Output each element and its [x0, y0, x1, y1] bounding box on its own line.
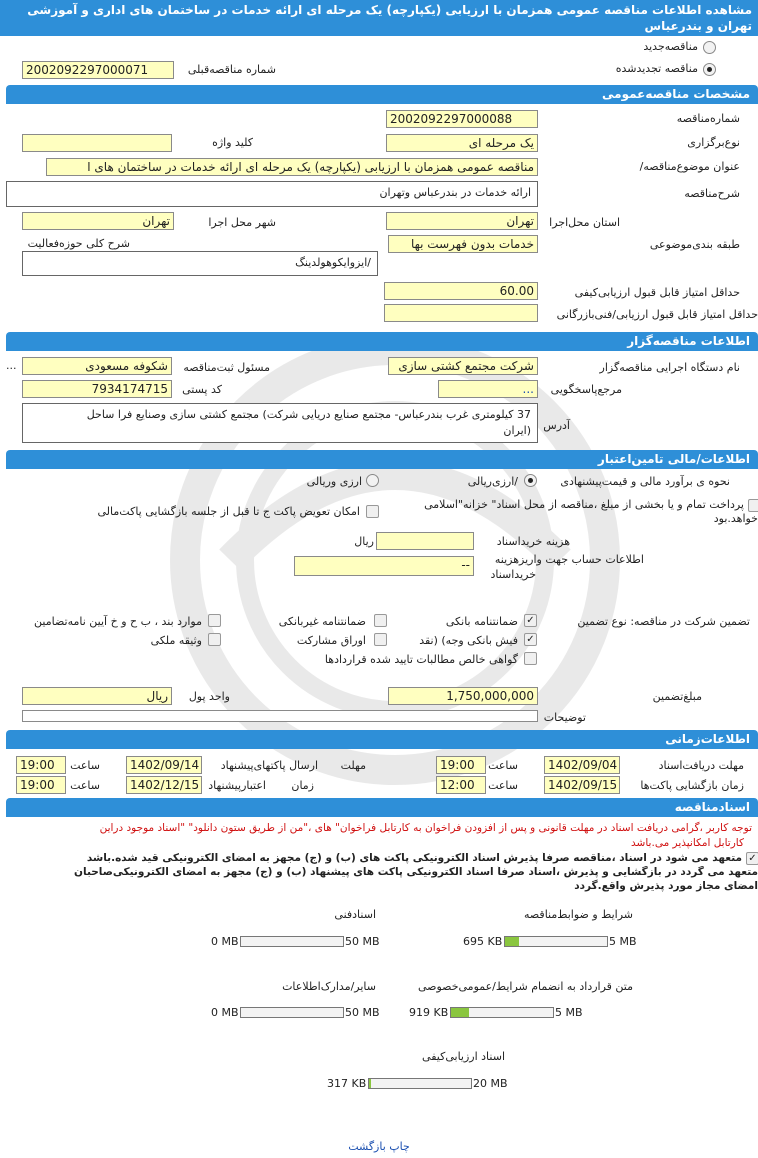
doc-file-max-size: 50 MB	[345, 935, 380, 948]
rial-radio[interactable]	[524, 474, 537, 487]
province-field: تهران	[386, 212, 538, 230]
page-title: مشاهده اطلاعات مناقصه عمومی همزمان با ارزیابی (یکپارچه) یک مرحله ای ارائه خدمات در ساختمان های اداری و آموزشی تهران و بندرعباس	[0, 0, 758, 36]
doc-file-size: 695 KB	[463, 935, 503, 948]
category-field: خدمات بدون فهرست بها	[388, 235, 538, 253]
send-date-field: 1402/09/14	[126, 756, 202, 774]
doc-file-max-size: 20 MB	[473, 1077, 508, 1090]
holding-type-label: نوع‌برگزاری	[687, 136, 740, 149]
swap-envelope-checkbox[interactable]	[366, 505, 379, 518]
account-label: اطلاعات حساب جهت واریزهزینه	[494, 553, 644, 566]
tender-number-field: 2002092297000088	[386, 110, 538, 128]
prev-number-label: شماره مناقصه‌قبلی	[187, 63, 276, 76]
timing-section-header: اطلاعات‌زمانی	[6, 730, 758, 749]
keyword-field	[22, 134, 172, 152]
send-deadline-label-2: ارسال پاکتهای‌پیشنهاد	[220, 759, 318, 772]
doc-file-progress-fill	[505, 937, 519, 946]
reference-field[interactable]	[438, 380, 538, 398]
min-tech-field	[384, 304, 538, 322]
subject-label: عنوان موضوع‌مناقصه/	[639, 160, 740, 173]
keyword-label: کلید واژه	[212, 136, 253, 149]
min-quality-label: حداقل امتیاز قابل قبول ارزیابی‌کیفی	[574, 286, 740, 299]
doc-file-size: 919 KB	[409, 1006, 449, 1019]
doc-file-progress-bar	[504, 936, 608, 947]
commit-line-1: متعهد می شود در اسناد ،مناقصه صرفاً پذیرش اسناد الکترونیکی پاکت های (ب) و (ج) مجهز به امضای الکترونیکی قید شده.باشد	[86, 852, 742, 864]
amount-label: مبلغ‌تضمین	[652, 690, 702, 703]
bonds-label: اوراق مشارکت	[296, 634, 366, 647]
validity-label-1: زمان	[291, 779, 314, 792]
treasury-checkbox[interactable]	[748, 499, 758, 512]
doc-file-name: اسناد ارزیابی‌کیفی	[422, 1050, 505, 1063]
treasury-label-2: خواهد.بود	[713, 512, 758, 525]
min-quality-value: 60.00	[499, 284, 534, 298]
open-label: زمان بازگشایی پاکت‌ها	[640, 779, 744, 792]
org-field: شرکت مجتمع کشتی سازی	[388, 357, 538, 375]
doc-file-name: متن قرارداد به انضمام شرایط/عمومی‌خصوصی	[417, 980, 633, 993]
bank-guarantee-label: ضمانتنامه بانکی	[445, 615, 518, 628]
person-field: شکوفه مسعودی	[22, 357, 172, 375]
doc-fee-field	[376, 532, 474, 550]
property-label: وثیقه ملکی	[150, 634, 202, 647]
receive-date-field: 1402/09/04	[544, 756, 620, 774]
other-guarantee-checkbox[interactable]	[208, 614, 221, 627]
validity-time-field: 19:00	[16, 776, 66, 794]
estimate-label: نحوه ی برآورد مالی و قیمت‌پیشنهادی	[560, 475, 730, 488]
city-field: تهران	[22, 212, 174, 230]
province-label: استان محل‌اجرا	[549, 216, 620, 229]
address-line-1: 37 کیلومتری غرب بندرعباس- مجتمع صنایع دریایی شرکت) مجتمع کشتی سازی وصنایع فرا ساحل	[86, 408, 531, 421]
doc-file-name: شرایط و ضوابط‌مناقصه	[524, 908, 633, 921]
doc-fee-unit: ریال	[354, 535, 374, 548]
doc-file-max-size: 5 MB	[555, 1006, 583, 1019]
certificate-label: گواهی خالص مطالبات تایید شده قراردادها	[324, 653, 518, 666]
other-guarantee-label: موارد بند ، ب ح و خ آیین نامه‌تضامین	[34, 615, 202, 628]
cheque-label: فیش بانکی وجه) (نقد	[419, 634, 518, 647]
min-tech-label: حداقل امتیاز قابل قبول ارزیابی/فنی‌بازرگانی	[556, 308, 758, 321]
min-quality-field	[384, 282, 538, 300]
category-label: طبقه بندی‌موضوعی	[649, 238, 740, 251]
send-time-label: ساعت	[70, 759, 100, 772]
org-label: نام دستگاه اجرایی مناقصه‌گزار	[599, 361, 740, 374]
renewed-tender-label: مناقصه تجدیدشده	[615, 62, 698, 75]
amount-field: 1,750,000,000	[388, 687, 538, 705]
doc-file-progress-bar	[368, 1078, 472, 1089]
account-field	[294, 556, 474, 576]
print-link[interactable]: چاپ	[389, 1140, 410, 1153]
swap-envelope-label: امکان تعویض پاکت ج تا قبل از جلسه بازگشایی پاکت‌مالی	[97, 505, 360, 518]
rial-currency-label: ارزی وریالی	[306, 475, 362, 488]
renewed-tender-radio[interactable]	[703, 63, 716, 76]
description-label: شرح‌مناقصه	[684, 187, 740, 200]
commit-checkbox[interactable]: ✓	[746, 852, 758, 865]
doc-file-name: سایر/مدارک‌اطلاعات	[282, 980, 376, 993]
receive-time-label: ساعت	[488, 759, 518, 772]
validity-label-2: اعتبارپیشنهاد	[208, 779, 266, 792]
certificate-checkbox[interactable]	[524, 652, 537, 665]
new-tender-radio[interactable]	[703, 41, 716, 54]
notes-field	[22, 710, 538, 722]
doc-file-progress-fill	[369, 1079, 371, 1088]
doc-file-size: 0 MB	[211, 1006, 239, 1019]
address-line-2: (ایران	[503, 424, 531, 437]
person-label: مسئول ثبت‌مناقصه	[183, 361, 270, 374]
finance-section-header: اطلاعات/مالی تامین‌اعتبار	[6, 450, 758, 469]
send-deadline-label-1: مهلت	[340, 759, 366, 772]
tender-number-label: شماره‌مناقصه	[676, 112, 740, 125]
account-label-2: خریداسناد	[490, 568, 536, 581]
back-link[interactable]: بازگشت	[348, 1140, 386, 1153]
reference-link[interactable]: ...	[522, 382, 534, 396]
address-box	[22, 403, 538, 443]
doc-file-max-size: 5 MB	[609, 935, 637, 948]
bank-guarantee-checkbox[interactable]: ✓	[524, 614, 537, 627]
rial-currency-radio[interactable]	[366, 474, 379, 487]
doc-file-progress-bar	[450, 1007, 554, 1018]
property-checkbox[interactable]	[208, 633, 221, 646]
doc-file-max-size: 50 MB	[345, 1006, 380, 1019]
receive-deadline-label: مهلت دریافت‌اسناد	[658, 759, 744, 772]
new-tender-label: مناقصه‌جدید	[643, 40, 698, 53]
notes-label: توضیحات	[543, 711, 586, 724]
rial-label: /ارزی‌ریالی	[467, 475, 518, 488]
commit-line-3: امضای مجاز مورد پذیرش واقع.گردد	[574, 880, 758, 892]
doc-file-size: 317 KB	[327, 1077, 367, 1090]
holding-type-field: یک مرحله ای	[386, 134, 538, 152]
docs-notice-line-1: توجه کاربر ،گرامی دریافت اسناد در مهلت قانونی و پس از افزودن فراخوان به کارتابل فراخوان" های ،"من از طریق ستون دانلود" "اسناد موجود دراین	[99, 822, 752, 834]
postal-label: کد پستی	[182, 383, 222, 396]
nonbank-guarantee-checkbox[interactable]	[374, 614, 387, 627]
receive-time-field: 19:00	[436, 756, 486, 774]
cheque-checkbox[interactable]: ✓	[524, 633, 537, 646]
validity-time-label: ساعت	[70, 779, 100, 792]
doc-file-progress-bar	[240, 1007, 344, 1018]
commit-line-2: متعهد می گردد در بازگشایی و پذیرش ،اسناد صرفاً اسناد الکترونیکی پاکت های پیشنهاد (ب) و (ج) مجهز به امضای الکترونیکی‌صاحبان	[74, 866, 758, 878]
currency-label: واحد پول	[188, 690, 230, 703]
activity-label: شرح کلی حوزه‌فعالیت	[27, 237, 130, 250]
doc-file-size: 0 MB	[211, 935, 239, 948]
doc-fee-label: هزینه خریداسناد	[496, 535, 570, 548]
more-icon[interactable]: ...	[6, 359, 17, 372]
city-label: شهر محل اجرا	[208, 216, 276, 229]
docs-notice-line-2: کارتابل امکانپذیر می.باشد	[631, 837, 744, 849]
doc-file-progress-fill	[451, 1008, 469, 1017]
activity-box: /ایزوایکوهولدینگ	[22, 251, 378, 276]
open-time-label: ساعت	[488, 779, 518, 792]
currency-field: ریال	[22, 687, 172, 705]
send-time-field: 19:00	[16, 756, 66, 774]
description-box: ارائه خدمات در بندرعباس وتهران	[6, 181, 538, 207]
docs-section-header: اسنادمناقصه	[6, 798, 758, 817]
prev-number-field: 2002092297000071	[22, 61, 174, 79]
address-label: آدرس	[543, 419, 570, 432]
account-value: --	[461, 558, 470, 572]
subject-field: مناقصه عمومی همزمان با ارزیابی (یکپارچه) یک مرحله ای ارائه خدمات در ساختمان های ا	[46, 158, 538, 176]
postal-field: 7934174715	[22, 380, 172, 398]
bonds-checkbox[interactable]	[374, 633, 387, 646]
treasury-label: پرداخت تمام و یا بخشی از مبلغ ،مناقصه از محل اسناد" خزانه"اسلامی	[424, 498, 744, 511]
open-time-field: 12:00	[436, 776, 486, 794]
reference-label: مرجع‌پاسخگویی	[550, 383, 622, 396]
doc-file-name: اسنادفنی	[334, 908, 376, 921]
guarantee-type-label: تضمین شرکت در مناقصه: نوع تضمین	[577, 615, 750, 628]
open-date-field: 1402/09/15	[544, 776, 620, 794]
general-section-header: مشخصات مناقصه‌عمومی	[6, 85, 758, 104]
footer-links	[0, 1140, 758, 1153]
organizer-section-header: اطلاعات مناقصه‌گزار	[6, 332, 758, 351]
doc-file-progress-bar	[240, 936, 344, 947]
nonbank-guarantee-label: ضمانتنامه غیربانکی	[278, 615, 366, 628]
validity-date-field: 1402/12/15	[126, 776, 202, 794]
